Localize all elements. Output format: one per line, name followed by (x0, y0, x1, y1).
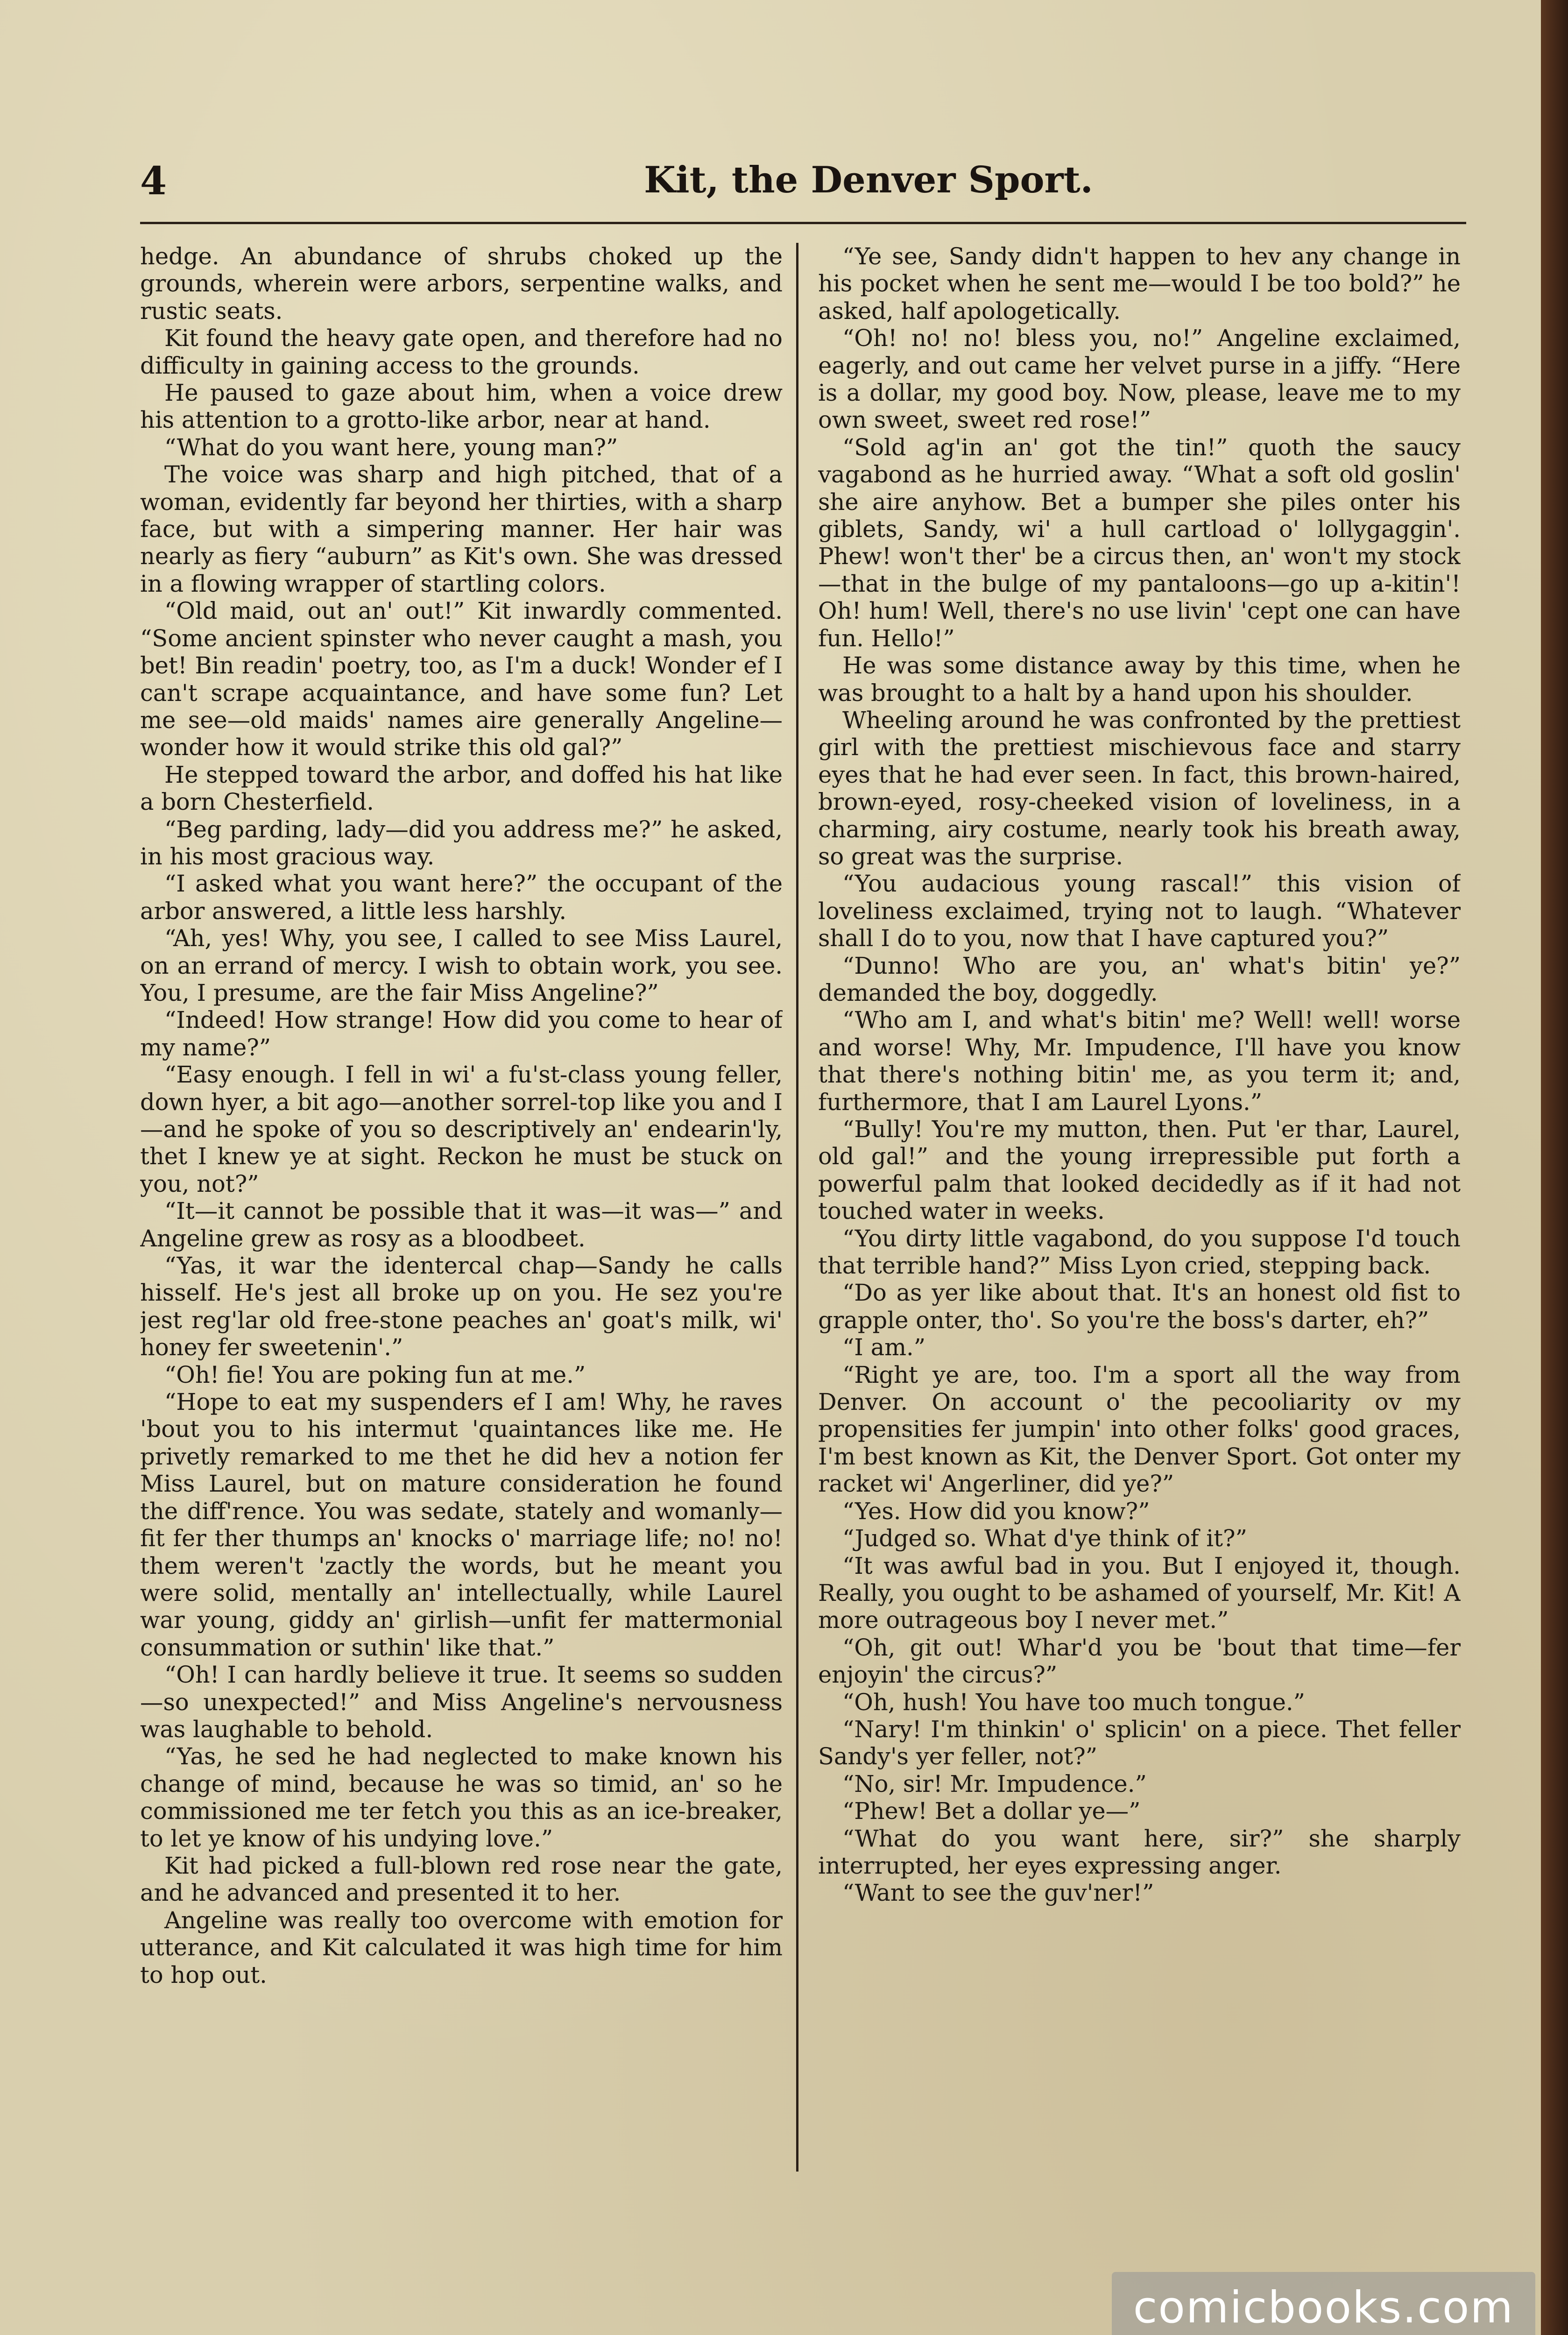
paragraph: “Oh, hush! You have too much tongue.” (842, 1688, 1305, 1716)
paragraph: Kit found the heavy gate open, and therefore had no difficulty in gaining access to the grounds. (140, 325, 783, 379)
paragraph: “Oh! I can hardly believe it true. It seems so sudden—so unexpected!” and Miss Angeline's nervousness was laughable to behold. (140, 1661, 783, 1743)
column-divider (796, 243, 798, 2172)
paragraph: “No, sir! Mr. Impudence.” (842, 1770, 1147, 1797)
paragraph: “I am.” (842, 1334, 926, 1361)
paragraph: “Indeed! How strange! How did you come to hear of my name?” (140, 1006, 783, 1061)
paragraph: “Hope to eat my suspenders ef I am! Why, he raves 'bout you to his intermut 'quaintances like me. He privetly remarked to me thet he did hev a notion fer Miss Laurel, but on mature consideration he found the diff'rence. You was sedate, stately and womanly—fit fer ther thumps an' knocks o' marriage life; no! no! them weren't 'zactly the words, but he meant you were solid, mentally an' intellectually, while Laurel war young, giddy an' girlish—unfit fer mattermonial consummation or suthin' like that.” (140, 1388, 783, 1661)
paragraph: “You audacious young rascal!” this vision of loveliness exclaimed, trying not to laugh. “Whatever shall I do to you, now that I have captured you?” (818, 870, 1461, 952)
paragraph: He was some distance away by this time, when he was brought to a halt by a hand upon his shoulder. (818, 652, 1461, 707)
paragraph: “It was awful bad in you. But I enjoyed it, though. Really, you ought to be ashamed of yourself, Mr. Kit! A more outrageous boy I never met.” (818, 1552, 1461, 1634)
paragraph: “Yas, it war the identercal chap—Sandy he calls hisself. He's jest all broke up on you. He sez you're jest reg'lar old free-stone peaches an' goat's milk, wi' honey fer sweetenin'.” (140, 1252, 783, 1361)
right-column (818, 243, 1461, 2172)
paragraph: “What do you want here, sir?” she sharply interrupted, her eyes expressing anger. (818, 1825, 1461, 1879)
paragraph: “Nary! I'm thinkin' o' splicin' on a piece. Thet feller Sandy's yer feller, not?” (818, 1715, 1461, 1770)
running-title: Kit, the Denver Sport. (644, 159, 1093, 201)
page-header (140, 159, 1466, 215)
paragraph: “Want to see the guv'ner!” (842, 1879, 1154, 1907)
paragraph: “Old maid, out an' out!” Kit inwardly commented. “Some ancient spinster who never caught a mash, you bet! Bin readin' poetry, too, as I'm a duck! Wonder ef I can't scrape acquaintance, and have some fun? Let me see—old maids' names aire generally Angeline—wonder how it would strike this old gal?” (140, 597, 783, 761)
left-column (140, 243, 783, 2172)
paragraph: “Yas, he sed he had neglected to make known his change of mind, because he was so timid, an' so he commissioned me ter fetch you this as an ice-breaker, to let ye know of his undying love.” (140, 1743, 783, 1852)
paragraph: “Do as yer like about that. It's an honest old fist to grapple onter, tho'. So you're the boss's darter, eh?” (818, 1279, 1461, 1334)
paragraph: “Judged so. What d'ye think of it?” (842, 1525, 1247, 1552)
paragraph: “I asked what you want here?” the occupant of the arbor answered, a little less harshly. (140, 870, 783, 925)
header-rule (140, 222, 1466, 224)
binding-edge (1541, 0, 1568, 2335)
paragraph: “Ye see, Sandy didn't happen to hev any change in his pocket when he sent me—would I be too bold?” he asked, half apologetically. (818, 243, 1461, 325)
page-number: 4 (140, 159, 167, 204)
watermark: comicbooks.com (1112, 2272, 1535, 2335)
paragraph: “Who am I, and what's bitin' me? Well! well! worse and worse! Why, Mr. Impudence, I'll have you know that there's nothing bitin' me, as you term it; and, furthermore, that I am Laurel Lyons.” (818, 1006, 1461, 1116)
paragraph: Angeline was really too overcome with emotion for utterance, and Kit calculated it was high time for him to hop out. (140, 1906, 783, 1988)
paragraph: “Oh! no! no! bless you, no!” Angeline exclaimed, eagerly, and out came her velvet purse in a jiffy. “Here is a dollar, my good boy. Now, please, leave me to my own sweet, sweet red rose!” (818, 325, 1461, 434)
paragraph: “Beg parding, lady—did you address me?” he asked, in his most gracious way. (140, 815, 783, 870)
paragraph: “Bully! You're my mutton, then. Put 'er thar, Laurel, old gal!” and the young irrepressible put forth a powerful palm that looked decidedly as if it had not touched water in weeks. (818, 1116, 1461, 1225)
paragraph: “Yes. How did you know?” (842, 1497, 1150, 1525)
paragraph: “Sold ag'in an' got the tin!” quoth the saucy vagabond as he hurried away. “What a soft old goslin' she aire anyhow. Bet a bumper she piles onter his giblets, Sandy, wi' a hull cartload o' lollygaggin'. Phew! won't ther' be a circus then, an' won't my stock—that in the bulge of my pantaloons—go up a-kitin'! Oh! hum! Well, there's no use livin' 'cept one can have fun. Hello!” (818, 433, 1461, 652)
paragraph: He paused to gaze about him, when a voice drew his attention to a grotto-like arbor, near at hand. (140, 379, 783, 434)
paragraph: He stepped toward the arbor, and doffed his hat like a born Chesterfield. (140, 761, 783, 816)
paragraph: hedge. An abundance of shrubs choked up the grounds, wherein were arbors, serpentine walks, and rustic seats. (140, 243, 783, 325)
paragraph: Wheeling around he was confronted by the prettiest girl with the prettiest mischievous face and starry eyes that he had ever seen. In fact, this brown-haired, brown-eyed, rosy-cheeked vision of loveliness, in a charming, airy costume, nearly took his breath away, so great was the surprise. (818, 706, 1461, 870)
paragraph: “It—it cannot be possible that it was—it was—” and Angeline grew as rosy as a bloodbeet. (140, 1197, 783, 1252)
paragraph: “Phew! Bet a dollar ye—” (842, 1797, 1141, 1825)
paragraph: The voice was sharp and high pitched, that of a woman, evidently far beyond her thirties, with a sharp face, but with a simpering manner. Her hair was nearly as fiery “auburn” as Kit's own. She was dressed in a flowing wrapper of startling colors. (140, 461, 783, 597)
paragraph: “You dirty little vagabond, do you suppose I'd touch that terrible hand?” Miss Lyon cried, stepping back. (818, 1224, 1461, 1280)
paragraph: “Ah, yes! Why, you see, I called to see Miss Laurel, on an errand of mercy. I wish to obtain work, you see. You, I presume, are the fair Miss Angeline?” (140, 925, 783, 1006)
paragraph: “Oh! fie! You are poking fun at me.” (164, 1361, 586, 1388)
paragraph: “Right ye are, too. I'm a sport all the way from Denver. On account o' the pecooliarity ov my propensities fer jumpin' into other folks' good graces, I'm best known as Kit, the Denver Sport. Got onter my racket wi' Angerliner, did ye?” (818, 1361, 1461, 1498)
paragraph: “Oh, git out! Whar'd you be 'bout that time—fer enjoyin' the circus?” (818, 1634, 1461, 1689)
paragraph: “What do you want here, young man?” (164, 433, 618, 461)
paragraph: “Easy enough. I fell in wi' a fu'st-class young feller, down hyer, a bit ago—another sorrel-top like you and I—and he spoke of you so descriptively an' endearin'ly, thet I knew ye at sight. Reckon he must be stuck on you, not?” (140, 1061, 783, 1197)
paragraph: “Dunno! Who are you, an' what's bitin' ye?” demanded the boy, doggedly. (818, 952, 1461, 1006)
paragraph: Kit had picked a full-blown red rose near the gate, and he advanced and presented it to her. (140, 1852, 783, 1907)
